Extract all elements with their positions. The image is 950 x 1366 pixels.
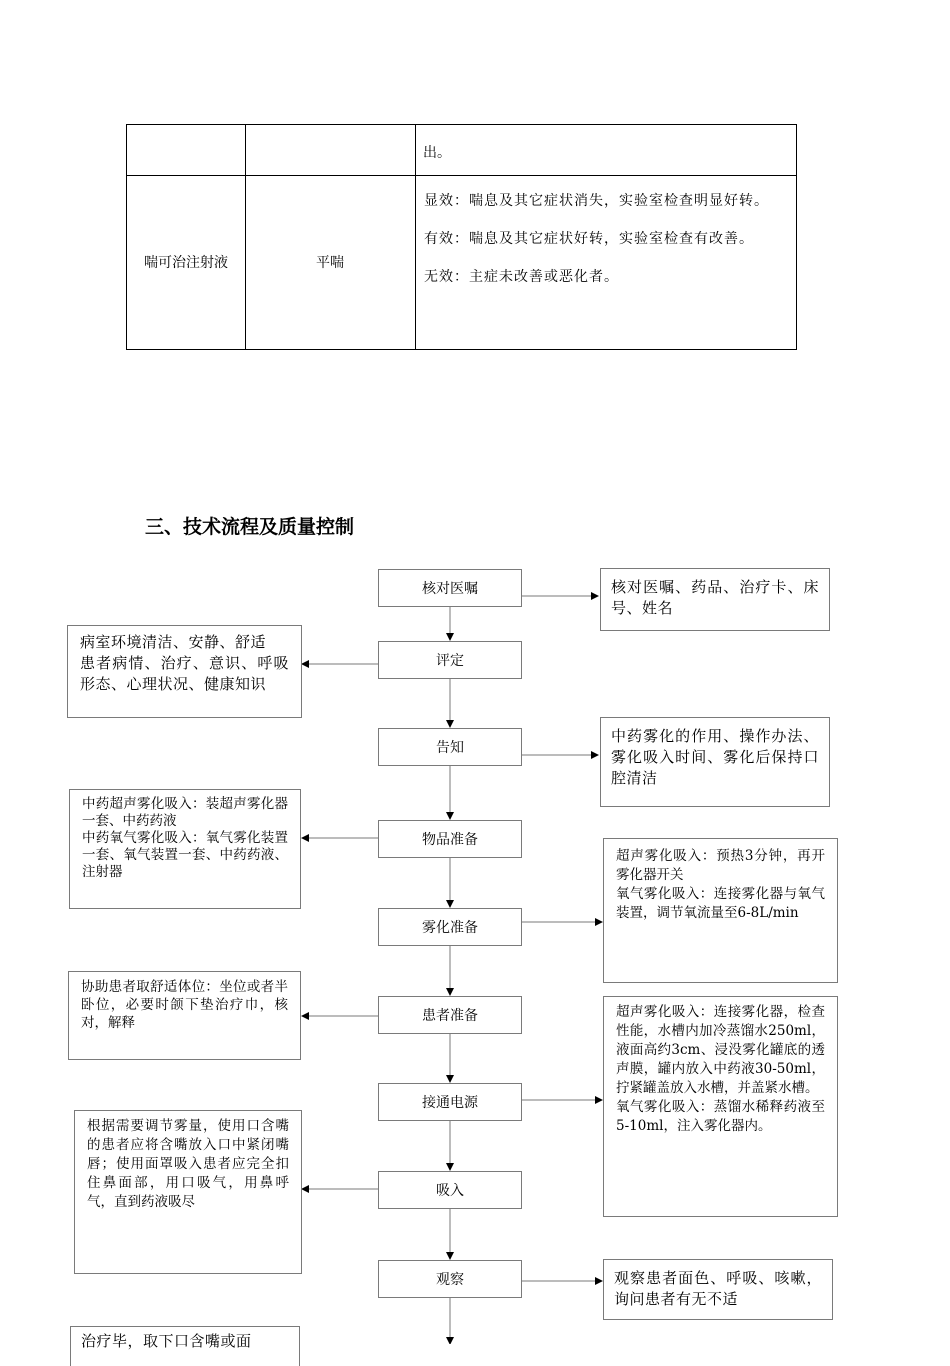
note-power xyxy=(603,996,838,1217)
note-patient xyxy=(68,971,301,1060)
step-prepare-patient: 患者准备 xyxy=(378,996,522,1034)
efficacy-marked: 显效：喘息及其它症状消失，实验室检查明显好转。 xyxy=(424,193,769,209)
note-inhale xyxy=(74,1110,302,1274)
note-nebulizer xyxy=(603,838,838,983)
step-verify-order: 核对医嘱 xyxy=(378,569,522,607)
note-power-text: 超声雾化吸入：连接雾化器，检查性能，水槽内加冷蒸馏水250ml，液面高约3cm、浸没雾化罐底的透声膜，罐内放入中药液30-50ml，拧紧罐盖放入水槽，并盖紧水槽。 氧气雾化吸入：蒸馏水稀释药液至5-10ml，注入雾化器内。 xyxy=(616,1004,825,1134)
efficacy-effective: 有效：喘息及其它症状好转，实验室检查有改善。 xyxy=(424,231,754,247)
note-inhale-text: 根据需要调节雾量，使用口含嘴的患者应将含嘴放入口中紧闭嘴唇；使用面罩吸入患者应完全扣住鼻面部，用口吸气，用鼻呼气，直到药液吸尽 xyxy=(87,1118,289,1210)
note-nebulizer-text: 超声雾化吸入：预热3分钟，再开雾化器开关 氧气雾化吸入：连接雾化器与氧气装置，调节氧流量至6-8L/min xyxy=(616,848,825,921)
note-verify-text: 核对医嘱、药品、治疗卡、床号、姓名 xyxy=(611,579,819,617)
note-observe-text: 观察患者面色、呼吸、咳嗽，询问患者有无不适 xyxy=(614,1270,822,1308)
note-observe xyxy=(603,1259,833,1320)
note-finish-text: 治疗毕，取下口含嘴或面 xyxy=(81,1333,252,1350)
note-inform-text: 中药雾化的作用、操作办法、雾化吸入时间、雾化后保持口腔清洁 xyxy=(611,728,819,787)
section-title: 三、技术流程及质量控制 xyxy=(145,516,355,538)
note-items-text: 中药超声雾化吸入：装超声雾化器一套、中药药液 中药氧气雾化吸入：氧气雾化装置一套、氧气装置一套、中药药液、注射器 xyxy=(82,796,288,880)
note-inform xyxy=(600,717,830,807)
table-cell-continued-text: 出。 xyxy=(423,145,451,161)
note-verify xyxy=(600,568,830,631)
step-prepare-items: 物品准备 xyxy=(378,820,522,858)
step-connect-power: 接通电源 xyxy=(378,1083,522,1121)
step-prepare-nebulizer: 雾化准备 xyxy=(378,908,522,946)
note-assess xyxy=(67,625,302,718)
step-inform: 告知 xyxy=(378,728,522,766)
table-cell-drug-name: 喘可治注射液 xyxy=(144,255,228,271)
step-assess: 评定 xyxy=(378,641,522,679)
step-inhale: 吸入 xyxy=(378,1171,522,1209)
efficacy-ineffective: 无效：主症未改善或恶化者。 xyxy=(424,269,619,285)
note-patient-text: 协助患者取舒适体位：坐位或者半卧位，必要时颌下垫治疗巾，核对，解释 xyxy=(81,979,288,1031)
note-items xyxy=(69,789,301,909)
table-cell-function: 平喘 xyxy=(316,255,344,271)
note-assess-text: 病室环境清洁、安静、舒适 患者病情、治疗、意识、呼吸形态、心理状况、健康知识 xyxy=(80,634,289,693)
step-observe: 观察 xyxy=(378,1260,522,1298)
note-finish xyxy=(70,1326,300,1366)
